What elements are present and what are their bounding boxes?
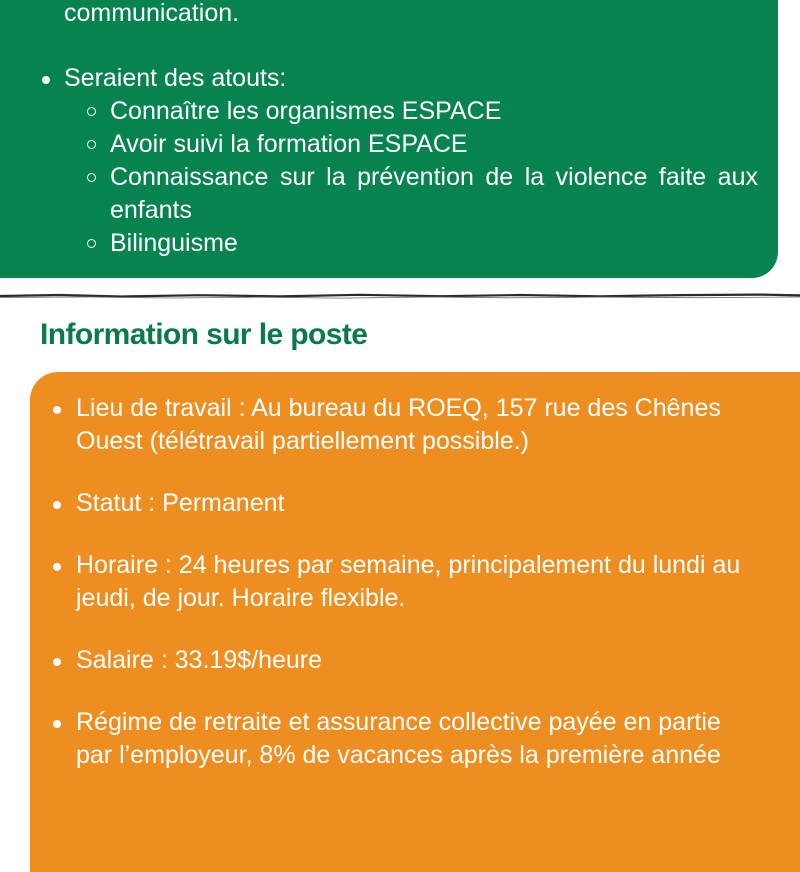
asset-item: Bilinguisme bbox=[64, 227, 758, 260]
assets-sublist bbox=[64, 95, 758, 260]
asset-item: Connaître les organismes ESPACE bbox=[64, 95, 758, 128]
info-item-status: Statut : Permanent bbox=[50, 487, 750, 520]
position-info-list bbox=[50, 392, 750, 801]
torn-divider bbox=[0, 286, 800, 304]
info-item-schedule: Horaire : 24 heures par semaine, principalement du lundi au jeudi, de jour. Horaire flexible. bbox=[50, 549, 750, 615]
info-item-salary: Salaire : 33.19$/heure bbox=[50, 644, 750, 677]
assets-heading: Seraient des atouts: bbox=[64, 64, 287, 92]
section-heading: Information sur le poste bbox=[40, 318, 368, 351]
asset-item: Avoir suivi la formation ESPACE bbox=[64, 128, 758, 161]
asset-item: Connaissance sur la prévention de la violence faite aux enfants bbox=[64, 161, 758, 227]
assets-list bbox=[38, 62, 758, 260]
info-item-benefits: Régime de retraite et assurance collective payée en partie par l’employeur, 8% de vacances après la première année bbox=[50, 706, 750, 772]
assets-item bbox=[38, 62, 758, 260]
qualifications-tail-text: communication. bbox=[64, 0, 240, 27]
info-item-workplace: Lieu de travail : Au bureau du ROEQ, 157 rue des Chênes Ouest (télétravail partiellement possible.) bbox=[50, 392, 750, 458]
